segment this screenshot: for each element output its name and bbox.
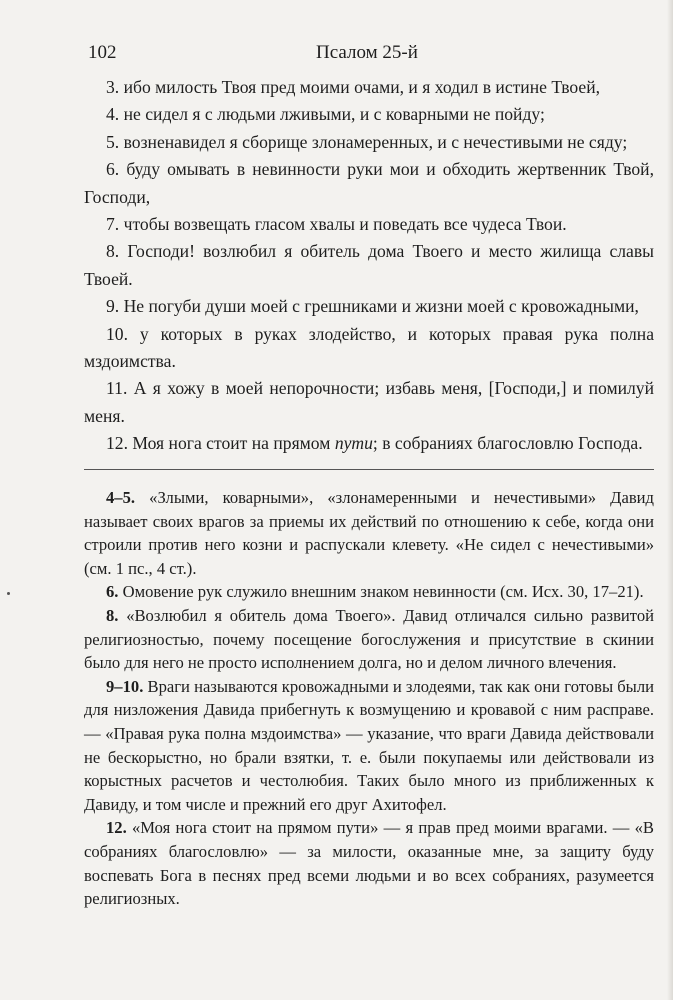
note: [84, 486, 654, 580]
note-text: «Моя нога стоит на прямом пути» — я прав пред моими врагами. — «В собраниях благословлю» — за милости, оказанные мне, за защиту буду воспевать Бога в песнях пред всеми людьми и во всех собраниях, разумеется религиозных.: [84, 818, 654, 909]
verse: 8. Господи! возлюбил я обитель дома Твоего и место жилища славы Твоей.: [84, 241, 654, 289]
note-text: «Злыми, коварными», «злонамеренными и нечестивыми» Давид называет своих врагов за приемы их действий по отношению к себе, когда они строили против него козни и распускали клевету. «Не сидел с нечестивыми» (см. 1 пс., 4 ст.).: [84, 488, 654, 578]
verse: 6. буду омывать в невинности руки мои и обходить жертвенник Твой, Господи,: [84, 159, 654, 207]
verse: 5. возненавидел я сборище злонамеренных, и с нечестивыми не сяду;: [106, 131, 628, 152]
page-number: 102: [88, 42, 117, 63]
verse: 10. у которых в руках злодейство, и которых правая рука полна мздоимства.: [84, 323, 654, 372]
verse: 3. ибо милость Твоя пред моими очами, и я ходил в истине Твоей,: [106, 77, 601, 97]
verse-text: ; в собраниях благословлю Господа.: [372, 433, 643, 454]
note-ref: 8.: [106, 605, 119, 625]
note: [84, 604, 654, 675]
note-text: Омовение рук служило внешним знаком невинности (см. Исх. 30, 17–21).: [118, 582, 644, 602]
page-header: [88, 42, 653, 66]
verse: [84, 430, 654, 457]
verse: 11. А я хожу в моей непорочности; избавь меня, [Господи,] и помилуй меня.: [84, 378, 654, 426]
verse: 7. чтобы возвещать гласом хвалы и поведать все чудеса Твои.: [106, 214, 567, 235]
note-ref: 9–10.: [106, 676, 144, 696]
note-ref: 12.: [106, 818, 127, 838]
psalm-verses: [84, 74, 654, 458]
verse-text: 12. Моя нога стоит на прямом: [106, 433, 335, 454]
note-text: Враги называются кровожадными и злодеями, так как они готовы были для низложения Давида прибегнуть к возмущению и кровавой с ним расправе. — «Правая рука полна мздоимства» — указание, что враги Давида действовали не бескорыстно, но брали взятки, т. е. были покупаемы или действовали из корыстных расчетов и честолюбия. Таких было много из приближенных к Давиду, и том числе и прежний его друг Ахитофел.: [84, 676, 654, 814]
note-ref: 4–5.: [106, 488, 136, 507]
page-edge-shadow: [667, 0, 673, 1000]
note: [84, 816, 654, 910]
verse: 4. не сидел я с людьми лживыми, и с коварными не пойду;: [106, 104, 545, 125]
verse-italic-word: пути: [334, 433, 373, 454]
note: [84, 580, 654, 604]
verse: 9. Не погуби души моей с грешниками и жизни моей с кровожадными,: [106, 296, 639, 317]
note-text: «Возлюбил я обитель дома Твоего». Давид отличался сильно развитой религиозностью, почему посещение богослужения и присутствие в скинии было для него не просто исполнением долга, но и делом личного влечения.: [84, 605, 654, 673]
note: [84, 675, 654, 817]
scan-speck: [7, 592, 10, 595]
running-title: Псалом 25-й: [316, 42, 418, 63]
footnote-divider: [84, 469, 654, 470]
note-ref: 6.: [106, 582, 119, 602]
commentary-notes: [84, 486, 654, 911]
